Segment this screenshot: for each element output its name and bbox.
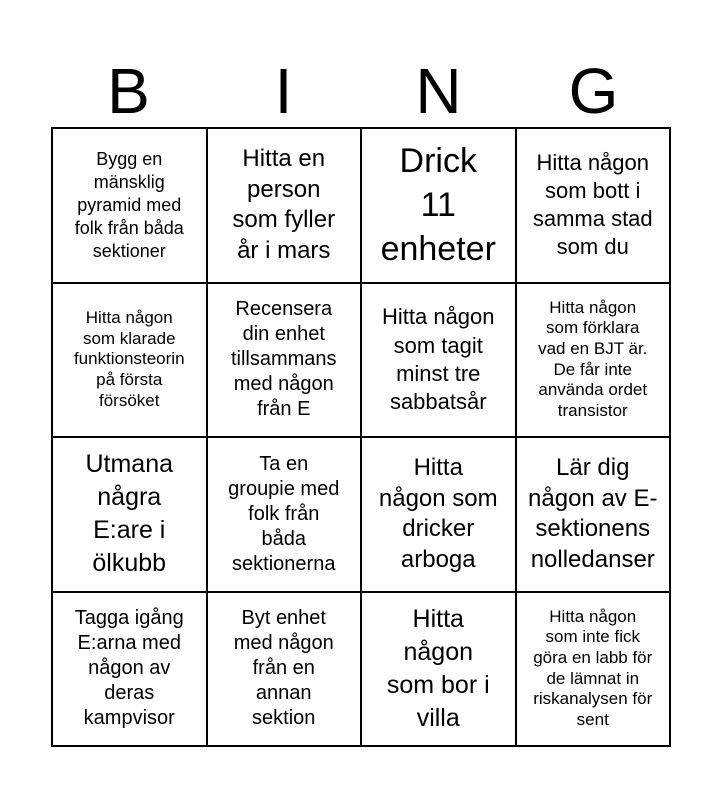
bingo-cell-3-1[interactable] xyxy=(52,437,207,592)
cell-text: Recensera din enhet tillsammans med någon från E xyxy=(230,298,337,421)
cell-text: Hitta någon som inte fick göra en labb för de lämnat in riskanalysen för sent xyxy=(533,606,653,730)
bingo-cell-3-4[interactable] xyxy=(516,437,671,592)
cell-text: Hitta någon som tagit minst tre sabbatsår xyxy=(381,304,495,414)
cell-text: Lär dig någon av E- sektionens nolledanser xyxy=(528,453,658,573)
header-letter-i: I xyxy=(274,55,293,127)
header-letter-g: G xyxy=(568,55,619,127)
cell-text: Ta en groupie med folk från båda sektionerna xyxy=(228,452,340,575)
bingo-header xyxy=(51,56,671,126)
bingo-cell-2-4[interactable] xyxy=(516,283,671,438)
bingo-cell-4-2[interactable] xyxy=(207,592,362,747)
header-letter-b: B xyxy=(107,55,150,127)
cell-text: Utmana några E:are i ölkubb xyxy=(85,450,174,578)
bingo-cell-1-4[interactable] xyxy=(516,128,671,283)
bingo-cell-4-4[interactable] xyxy=(516,592,671,747)
bingo-cell-1-1[interactable] xyxy=(52,128,207,283)
bingo-cell-4-1[interactable] xyxy=(52,592,207,747)
bingo-cell-1-2[interactable] xyxy=(207,128,362,283)
cell-text: Bygg en mänsklig pyramid med folk från båda sektioner xyxy=(74,148,184,261)
cell-text: Hitta någon som förklara vad en BJT är. De får inte använda ordet transistor xyxy=(538,297,648,421)
cell-text: Tagga igång E:arna med någon av deras kampvisor xyxy=(74,607,184,730)
bingo-cell-3-2[interactable] xyxy=(207,437,362,592)
bingo-grid xyxy=(51,127,671,747)
bingo-cell-2-2[interactable] xyxy=(207,283,362,438)
cell-text: Drick 11 enheter xyxy=(380,141,496,269)
cell-text: Hitta någon som dricker arboga xyxy=(378,453,498,573)
cell-text: Hitta en person som fyller år i mars xyxy=(232,144,336,264)
bingo-cell-2-1[interactable] xyxy=(52,283,207,438)
bingo-cell-3-3[interactable] xyxy=(361,437,516,592)
cell-text: Byt enhet med någon från en annan sektion xyxy=(233,607,334,730)
cell-text: Hitta någon som bott i samma stad som du xyxy=(532,149,653,260)
bingo-cell-1-3[interactable] xyxy=(361,128,516,283)
cell-text: Hitta någon som bor i villa xyxy=(386,604,490,732)
cell-text: Hitta någon som klarade funktionsteorin på första försöket xyxy=(73,307,185,410)
header-letter-n: N xyxy=(415,55,462,127)
bingo-cell-4-3[interactable] xyxy=(361,592,516,747)
bingo-cell-2-3[interactable] xyxy=(361,283,516,438)
